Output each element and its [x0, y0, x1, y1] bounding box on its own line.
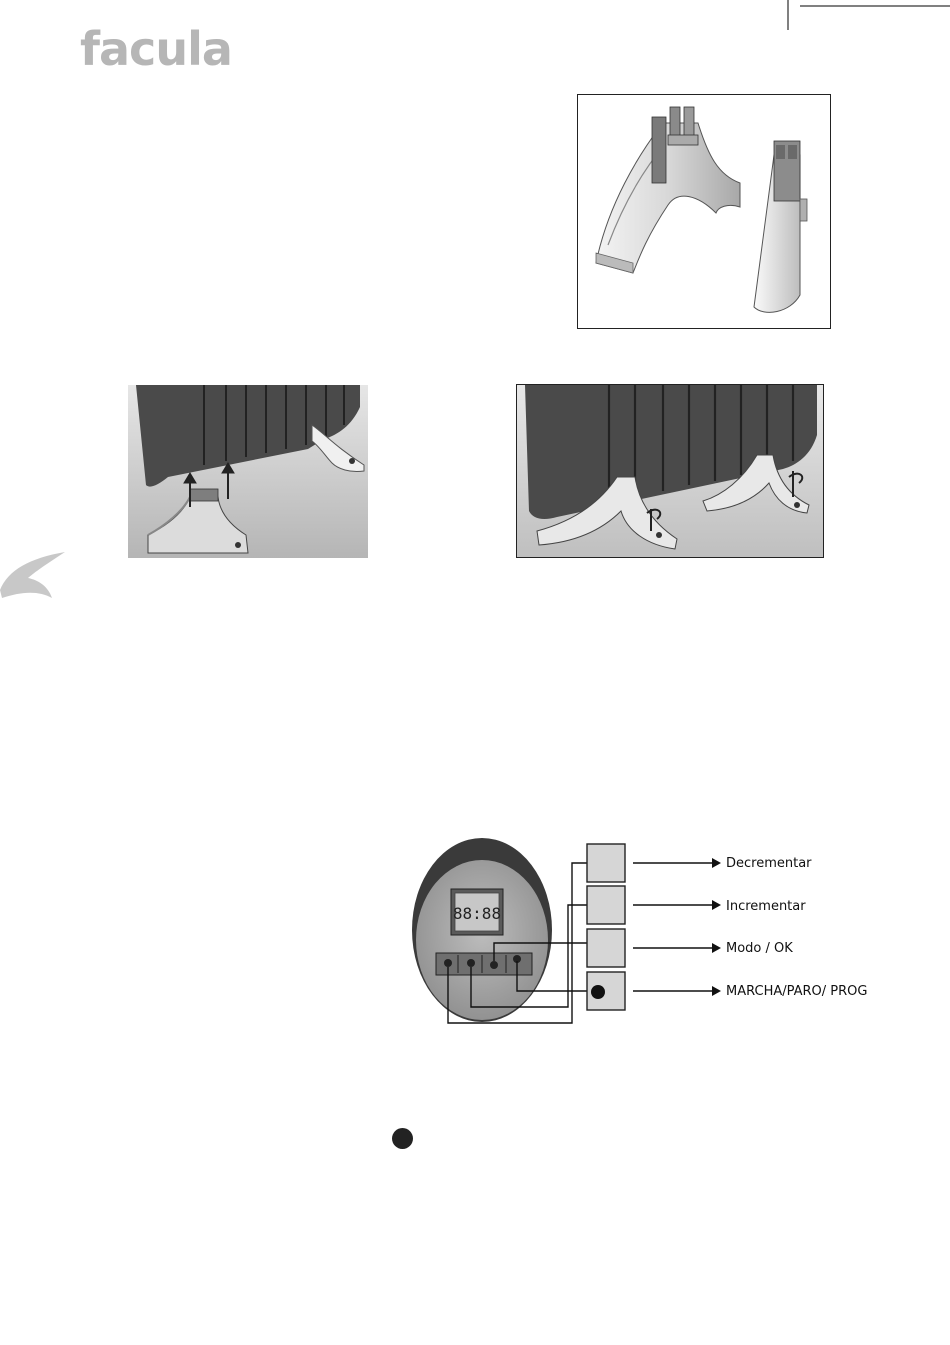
- power-button-icon: [392, 1128, 413, 1149]
- swoosh-logo-icon: [0, 550, 70, 605]
- display-readout: 88:88: [452, 904, 502, 923]
- decrement-label: Decrementar: [726, 856, 812, 871]
- radiator-mount-feet-arrows-icon: [128, 385, 368, 558]
- control-panel-diagram: [400, 830, 740, 1030]
- screw-feet-image: [516, 384, 824, 558]
- on-off-prog-label: MARCHA/PARO/ PROG: [726, 984, 868, 999]
- radiator-feet-parts-icon: [578, 95, 830, 328]
- brand-logo: facula: [80, 22, 232, 76]
- feet-parts-image: [577, 94, 831, 329]
- radiator-screw-feet-icon: [517, 385, 823, 557]
- mode-ok-label: Modo / OK: [726, 941, 793, 956]
- increment-label: Incrementar: [726, 899, 806, 914]
- mount-feet-image: [128, 385, 368, 558]
